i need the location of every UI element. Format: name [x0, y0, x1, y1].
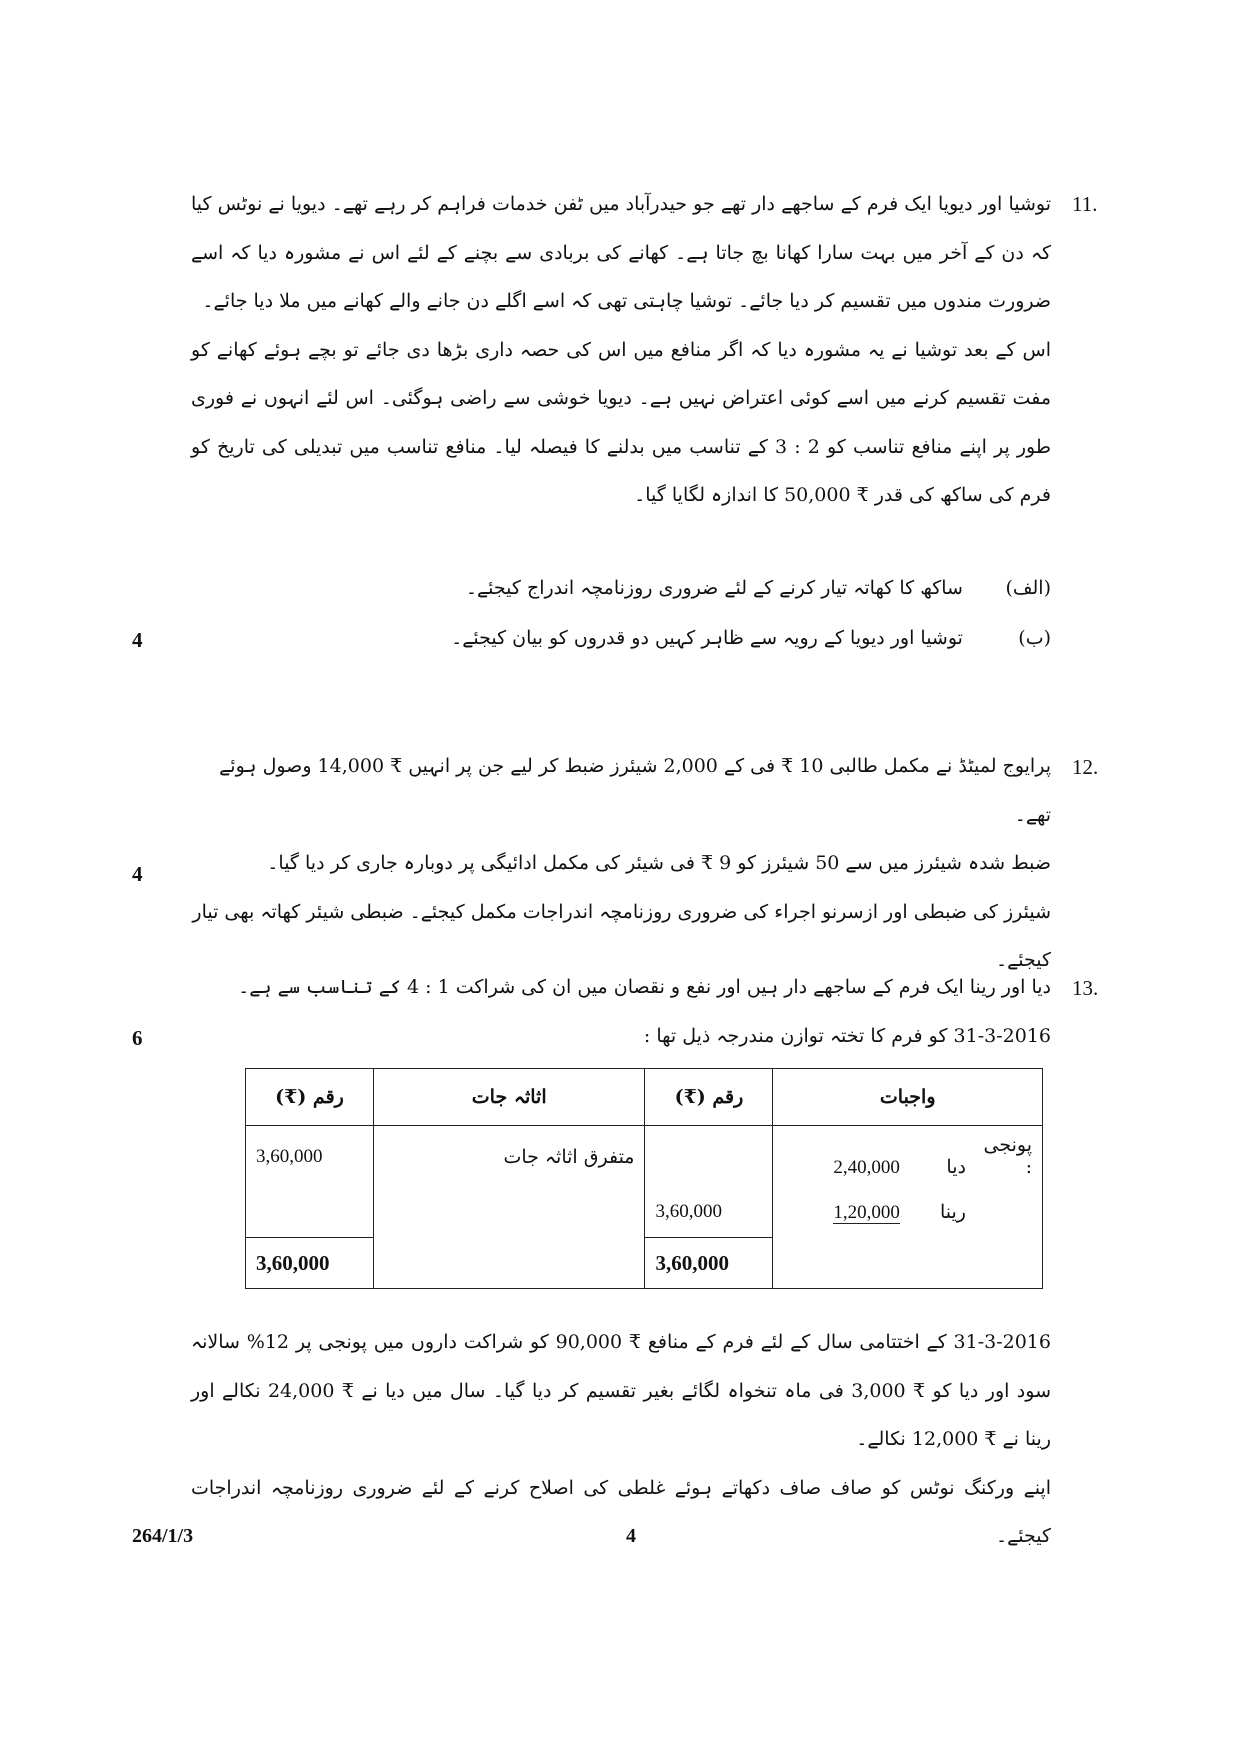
- partner2-name: رینا: [939, 1201, 966, 1223]
- question-12-text: [191, 742, 1051, 985]
- part-a-label: (الف): [1005, 577, 1051, 599]
- asset-amount: 3,60,000: [246, 1126, 374, 1188]
- question-12-line-1: پرایوج لمیٹڈ نے مکمل طالبی 10 ₹ فی کے 2,000 شیئرز ضبط کر لیے جن پر انہیں ₹ 14,000 وصول ہوئے تھے۔: [219, 755, 1051, 826]
- capital-row-partner2: [773, 1188, 1043, 1238]
- question-13-body: 31-3-2016 کے اختتامی سال کے لئے فرم کے منافع ₹ 90,000 کو شراکت داروں میں پونجی پر 12% سالانہ سود اور دیا کو ₹ 3,000 فی ماہ تنخواہ لگائے بغیر تقسیم کر دیا گیا۔ سال میں دیا نے ₹ 24,000 نکالے اور رینا نے ₹ 12,000 نکالے۔: [191, 1331, 1052, 1450]
- paper-code: 264/1/3: [132, 1525, 194, 1547]
- question-11-paragraph-2: اس کے بعد توشیا نے یہ مشورہ دیا کہ اگر منافع میں اس کی حصہ داری بڑھا دی جائے تو بچے ہوئے کھانے کو مفت تقسیم کرنے میں اسے کوئی اعتراض نہیں ہے۔ دیویا خوشی سے راضی ہوگئی۔ اس لئے انہوں نے فوری طور پر اپنے منافع تناسب کو 2 : 3 کے تناسب میں بدلنے کا فیصلہ لیا۔ منافع تناسب میں تبدیلی کی تاریخ کو فرم کی ساکھ کی قدر ₹ 50,000 کا اندازہ لگایا گیا۔: [191, 338, 1051, 506]
- question-12-line-3: شیئرز کی ضبطی اور ازسرنو اجراء کی ضروری روزنامچہ اندراجات مکمل کیجئے۔ ضبطی شیئر کھاتہ بھی تیار کیجئے۔: [192, 900, 1051, 971]
- question-13-paragraph: [191, 1318, 1051, 1561]
- part-b-text: توشیا اور دیویا کے رویہ سے ظاہر کہیں دو قدروں کو بیان کیجئے۔: [451, 627, 963, 649]
- question-12-marks: 4: [132, 862, 143, 886]
- header-amount-assets: رقم (₹): [246, 1069, 374, 1126]
- question-11-part-a: [466, 564, 1051, 612]
- partner1-capital: 2,40,000: [833, 1157, 900, 1179]
- partner1-name: دیا: [946, 1156, 966, 1179]
- header-assets: اثاثہ جات: [373, 1069, 645, 1126]
- question-12-line-2: ضبط شدہ شیئرز میں سے 50 شیئرز کو 9 ₹ فی شیئر کی مکمل ادائیگی پر دوبارہ جاری کر دیا گیا۔: [267, 852, 1051, 874]
- part-b-label: (ب): [1018, 627, 1051, 649]
- asset-name: متفرق اثاثہ جات: [373, 1126, 645, 1188]
- question-11-part-b: [451, 614, 1051, 662]
- capital-label: پونجی :: [983, 1134, 1032, 1179]
- liabilities-amount-empty: [645, 1126, 773, 1188]
- page-number: 4: [626, 1525, 636, 1547]
- header-liabilities: واجبات: [773, 1069, 1043, 1126]
- capital-row-partner1: [773, 1126, 1043, 1188]
- question-13-line-1: دیا اور رینا ایک فرم کے ساجھے دار ہیں اور نفع و نقصان میں ان کی شراکت 1 : 4 کے تناسب سے ہے۔: [238, 976, 1051, 998]
- liabilities-total: 3,60,000: [645, 1238, 773, 1289]
- header-amount-liabilities: رقم (₹): [645, 1069, 773, 1126]
- balance-sheet-table: [245, 1068, 1043, 1289]
- question-13-instruction: اپنے ورکنگ نوٹس کو صاف صاف دکھاتے ہوئے غلطی کی اصلاح کرنے کے لئے ضروری روزنامچہ اندراجات کیجئے۔: [191, 1476, 1051, 1547]
- question-11-marks: 4: [132, 628, 143, 652]
- question-13-marks: 6: [132, 1026, 143, 1050]
- question-13-number: 13.: [1072, 976, 1099, 1000]
- question-12-number: 12.: [1072, 755, 1099, 779]
- question-13-intro: [191, 963, 1051, 1060]
- question-11-text: [191, 180, 1051, 520]
- question-13-line-2: 31-3-2016 کو فرم کا تختہ توازن مندرجہ ذیل تھا :: [643, 1024, 1051, 1047]
- partner2-capital: 1,20,000: [833, 1202, 900, 1223]
- question-11-number: 11.: [1072, 192, 1098, 216]
- assets-total: 3,60,000: [246, 1238, 374, 1289]
- question-11-paragraph-1: توشیا اور دیویا ایک فرم کے ساجھے دار تھے جو حیدرآباد میں ٹفن خدمات فراہم کر رہے تھے۔ دیویا نے نوٹس کیا کہ دن کے آخر میں بہت سارا کھانا بچ جاتا ہے۔ کھانے کی بربادی سے بچنے کے لئے اس نے مشورہ دیا کہ اسے ضرورت مندوں میں تقسیم کر دیا جائے۔ توشیا چاہتی تھی کہ اسے اگلے دن جانے والے کھانے میں ملا دیا جائے۔: [191, 193, 1051, 312]
- liabilities-subtotal: 3,60,000: [645, 1188, 773, 1238]
- part-a-text: ساکھ کا کھاتہ تیار کرنے کے لئے ضروری روزنامچہ اندراج کیجئے۔: [465, 577, 963, 599]
